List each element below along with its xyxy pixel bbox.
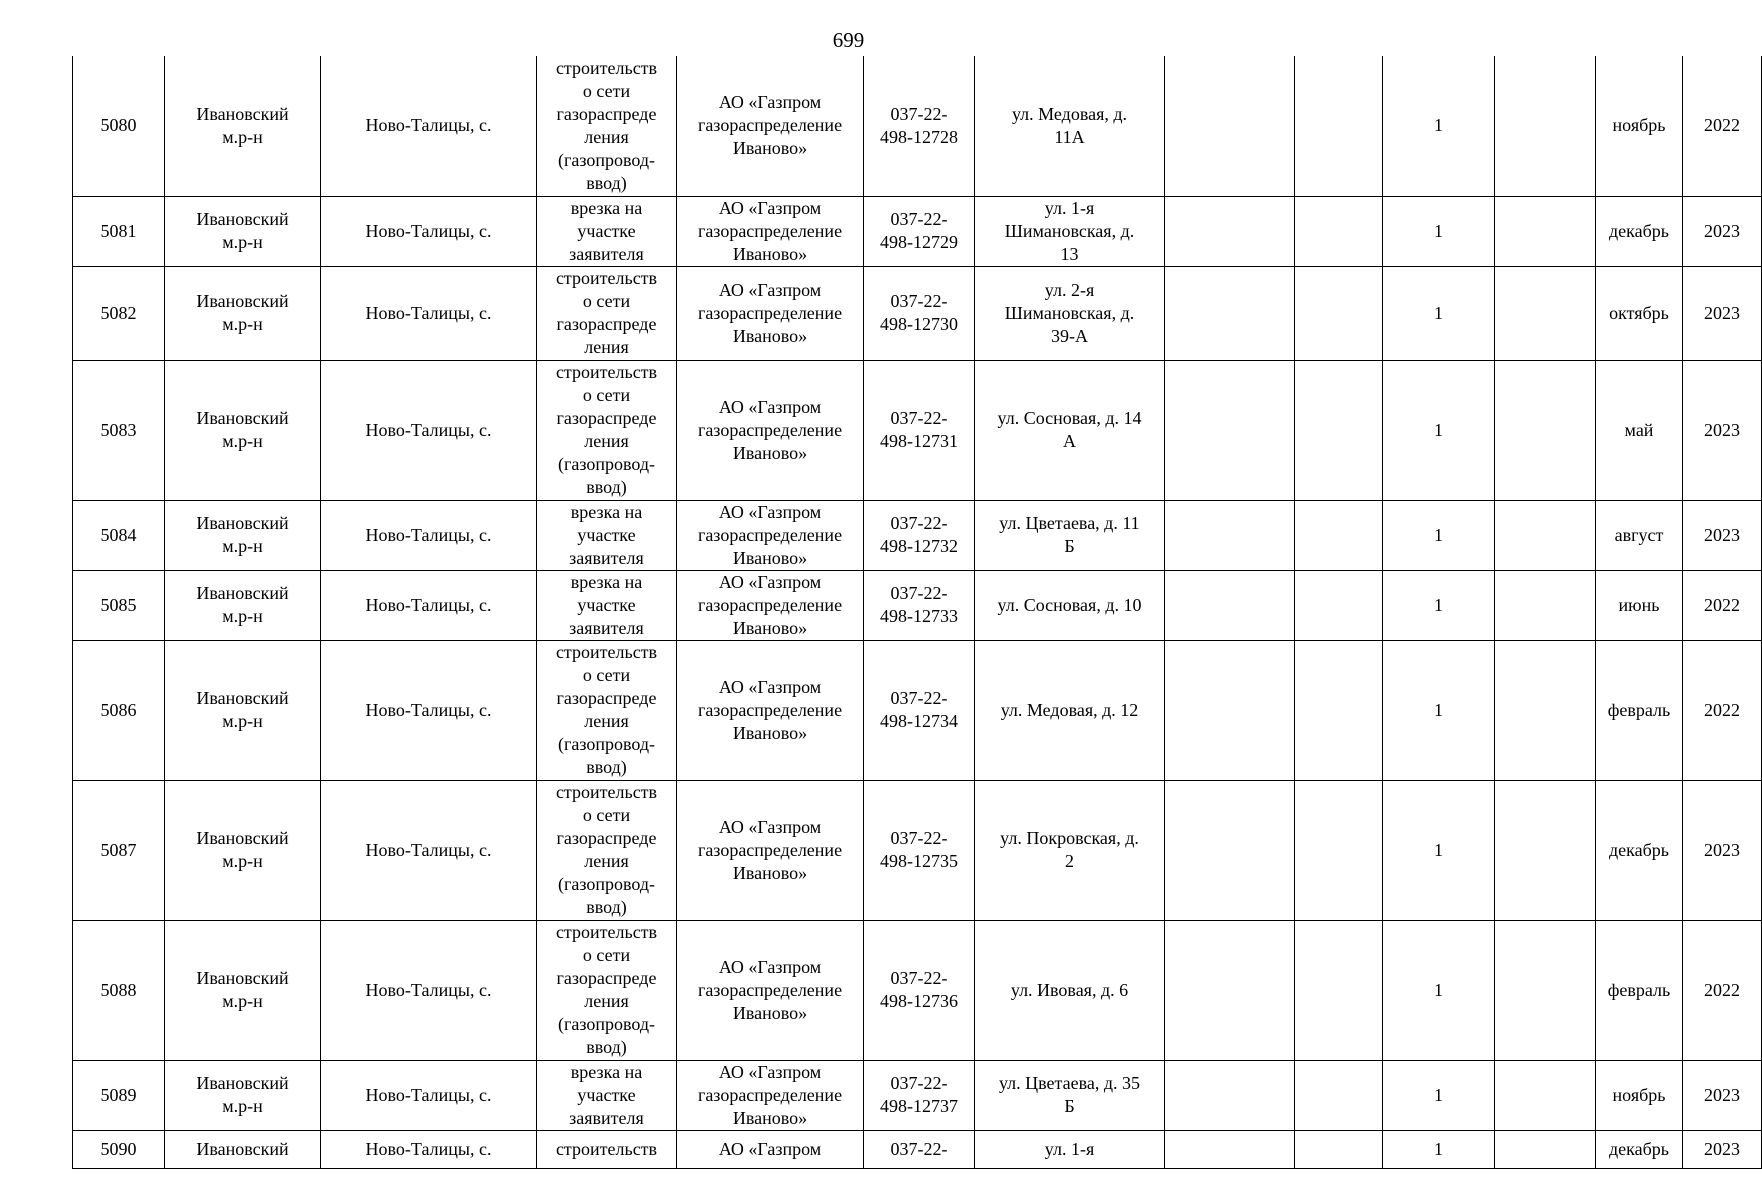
cell-year: 2023 <box>1683 1130 1762 1168</box>
cell-settlement: Ново-Талицы, с. <box>321 1130 537 1168</box>
cell-year: 2023 <box>1683 266 1762 360</box>
cell-empty-9 <box>1295 56 1383 196</box>
cell-organization: АО «Газпром газораспределение Иваново» <box>677 56 864 196</box>
cell-application-code: 037-22- 498-12730 <box>864 266 975 360</box>
cell-organization: АО «Газпром газораспределение Иваново» <box>677 1060 864 1130</box>
cell-empty-9 <box>1295 640 1383 780</box>
cell-quantity: 1 <box>1383 500 1495 570</box>
cell-address: ул. Цветаева, д. 35 Б <box>975 1060 1165 1130</box>
cell-district: Ивановский м.р-н <box>165 1060 321 1130</box>
table-row <box>73 56 1762 196</box>
cell-empty-9 <box>1295 196 1383 266</box>
cell-number: 5088 <box>73 920 165 1060</box>
page-number: 699 <box>832 28 865 52</box>
cell-address: ул. Покровская, д. 2 <box>975 780 1165 920</box>
cell-empty-9 <box>1295 1130 1383 1168</box>
cell-address: ул. Медовая, д. 11А <box>975 56 1165 196</box>
cell-empty-8 <box>1165 570 1295 640</box>
cell-work-type: врезка на участке заявителя <box>537 570 677 640</box>
cell-quantity: 1 <box>1383 266 1495 360</box>
cell-number: 5089 <box>73 1060 165 1130</box>
cell-application-code: 037-22- 498-12732 <box>864 500 975 570</box>
table-body <box>73 56 1762 1168</box>
table-row <box>73 780 1762 920</box>
cell-address: ул. 2-я Шимановская, д. 39-А <box>975 266 1165 360</box>
cell-district: Ивановский м.р-н <box>165 56 321 196</box>
cell-district: Ивановский м.р-н <box>165 920 321 1060</box>
cell-empty-8 <box>1165 266 1295 360</box>
cell-month: ноябрь <box>1596 1060 1683 1130</box>
cell-address: ул. 1-я <box>975 1130 1165 1168</box>
cell-empty-11 <box>1495 640 1596 780</box>
cell-work-type: строительств о сети газораспреде ления (газопровод- ввод) <box>537 920 677 1060</box>
cell-number: 5087 <box>73 780 165 920</box>
cell-number: 5082 <box>73 266 165 360</box>
cell-organization: АО «Газпром <box>677 1130 864 1168</box>
cell-year: 2023 <box>1683 1060 1762 1130</box>
cell-address: ул. Сосновая, д. 10 <box>975 570 1165 640</box>
cell-organization: АО «Газпром газораспределение Иваново» <box>677 920 864 1060</box>
cell-district: Ивановский м.р-н <box>165 266 321 360</box>
cell-district: Ивановский м.р-н <box>165 500 321 570</box>
cell-year: 2022 <box>1683 920 1762 1060</box>
cell-settlement: Ново-Талицы, с. <box>321 1060 537 1130</box>
cell-number: 5086 <box>73 640 165 780</box>
cell-application-code: 037-22- 498-12736 <box>864 920 975 1060</box>
cell-address: ул. Медовая, д. 12 <box>975 640 1165 780</box>
cell-empty-9 <box>1295 780 1383 920</box>
cell-empty-8 <box>1165 1130 1295 1168</box>
registry-table <box>72 56 1762 1169</box>
cell-quantity: 1 <box>1383 56 1495 196</box>
cell-empty-11 <box>1495 920 1596 1060</box>
cell-address: ул. Цветаева, д. 11 Б <box>975 500 1165 570</box>
cell-empty-9 <box>1295 500 1383 570</box>
cell-month: декабрь <box>1596 196 1683 266</box>
cell-settlement: Ново-Талицы, с. <box>321 500 537 570</box>
cell-month: июнь <box>1596 570 1683 640</box>
cell-number: 5085 <box>73 570 165 640</box>
cell-quantity: 1 <box>1383 196 1495 266</box>
table-row <box>73 1130 1762 1168</box>
cell-empty-8 <box>1165 780 1295 920</box>
cell-month: октябрь <box>1596 266 1683 360</box>
cell-empty-9 <box>1295 570 1383 640</box>
table-row <box>73 920 1762 1060</box>
cell-application-code: 037-22- 498-12729 <box>864 196 975 266</box>
cell-organization: АО «Газпром газораспределение Иваново» <box>677 360 864 500</box>
cell-quantity: 1 <box>1383 570 1495 640</box>
cell-district: Ивановский <box>165 1130 321 1168</box>
cell-organization: АО «Газпром газораспределение Иваново» <box>677 570 864 640</box>
cell-empty-8 <box>1165 500 1295 570</box>
cell-empty-11 <box>1495 360 1596 500</box>
cell-empty-9 <box>1295 1060 1383 1130</box>
cell-month: ноябрь <box>1596 56 1683 196</box>
cell-empty-8 <box>1165 360 1295 500</box>
table-row <box>73 266 1762 360</box>
cell-application-code: 037-22- 498-12737 <box>864 1060 975 1130</box>
cell-application-code: 037-22- <box>864 1130 975 1168</box>
table-row <box>73 360 1762 500</box>
cell-application-code: 037-22- 498-12735 <box>864 780 975 920</box>
cell-quantity: 1 <box>1383 640 1495 780</box>
cell-quantity: 1 <box>1383 1060 1495 1130</box>
cell-work-type: строительств <box>537 1130 677 1168</box>
cell-district: Ивановский м.р-н <box>165 570 321 640</box>
cell-quantity: 1 <box>1383 1130 1495 1168</box>
cell-application-code: 037-22- 498-12733 <box>864 570 975 640</box>
cell-year: 2023 <box>1683 196 1762 266</box>
cell-month: февраль <box>1596 640 1683 780</box>
cell-number: 5080 <box>73 56 165 196</box>
cell-year: 2022 <box>1683 56 1762 196</box>
cell-district: Ивановский м.р-н <box>165 780 321 920</box>
cell-empty-11 <box>1495 56 1596 196</box>
cell-settlement: Ново-Талицы, с. <box>321 920 537 1060</box>
cell-year: 2022 <box>1683 640 1762 780</box>
cell-work-type: строительств о сети газораспреде ления <box>537 266 677 360</box>
cell-settlement: Ново-Талицы, с. <box>321 56 537 196</box>
cell-number: 5090 <box>73 1130 165 1168</box>
cell-work-type: строительств о сети газораспреде ления (газопровод- ввод) <box>537 360 677 500</box>
cell-number: 5084 <box>73 500 165 570</box>
cell-organization: АО «Газпром газораспределение Иваново» <box>677 266 864 360</box>
cell-year: 2023 <box>1683 780 1762 920</box>
cell-month: август <box>1596 500 1683 570</box>
cell-empty-9 <box>1295 266 1383 360</box>
cell-organization: АО «Газпром газораспределение Иваново» <box>677 640 864 780</box>
cell-quantity: 1 <box>1383 920 1495 1060</box>
cell-empty-11 <box>1495 570 1596 640</box>
cell-settlement: Ново-Талицы, с. <box>321 196 537 266</box>
cell-address: ул. Сосновая, д. 14 А <box>975 360 1165 500</box>
table-row <box>73 1060 1762 1130</box>
cell-work-type: врезка на участке заявителя <box>537 196 677 266</box>
cell-address: ул. 1-я Шимановская, д. 13 <box>975 196 1165 266</box>
cell-work-type: строительств о сети газораспреде ления (газопровод- ввод) <box>537 780 677 920</box>
cell-year: 2023 <box>1683 500 1762 570</box>
cell-empty-11 <box>1495 1060 1596 1130</box>
cell-organization: АО «Газпром газораспределение Иваново» <box>677 500 864 570</box>
cell-quantity: 1 <box>1383 780 1495 920</box>
cell-organization: АО «Газпром газораспределение Иваново» <box>677 196 864 266</box>
cell-application-code: 037-22- 498-12731 <box>864 360 975 500</box>
cell-month: май <box>1596 360 1683 500</box>
table-row <box>73 500 1762 570</box>
cell-empty-8 <box>1165 640 1295 780</box>
cell-empty-8 <box>1165 1060 1295 1130</box>
cell-empty-8 <box>1165 196 1295 266</box>
cell-work-type: врезка на участке заявителя <box>537 1060 677 1130</box>
cell-settlement: Ново-Талицы, с. <box>321 360 537 500</box>
cell-empty-11 <box>1495 266 1596 360</box>
cell-year: 2023 <box>1683 360 1762 500</box>
table-row <box>73 196 1762 266</box>
cell-settlement: Ново-Талицы, с. <box>321 570 537 640</box>
cell-month: февраль <box>1596 920 1683 1060</box>
cell-empty-11 <box>1495 1130 1596 1168</box>
cell-number: 5081 <box>73 196 165 266</box>
cell-settlement: Ново-Талицы, с. <box>321 266 537 360</box>
cell-work-type: строительств о сети газораспреде ления (газопровод- ввод) <box>537 56 677 196</box>
cell-district: Ивановский м.р-н <box>165 640 321 780</box>
cell-number: 5083 <box>73 360 165 500</box>
cell-empty-9 <box>1295 360 1383 500</box>
cell-settlement: Ново-Талицы, с. <box>321 640 537 780</box>
cell-empty-11 <box>1495 780 1596 920</box>
cell-application-code: 037-22- 498-12734 <box>864 640 975 780</box>
cell-empty-8 <box>1165 920 1295 1060</box>
table-row <box>73 570 1762 640</box>
cell-organization: АО «Газпром газораспределение Иваново» <box>677 780 864 920</box>
cell-work-type: врезка на участке заявителя <box>537 500 677 570</box>
cell-work-type: строительств о сети газораспреде ления (газопровод- ввод) <box>537 640 677 780</box>
cell-address: ул. Ивовая, д. 6 <box>975 920 1165 1060</box>
cell-application-code: 037-22- 498-12728 <box>864 56 975 196</box>
cell-empty-11 <box>1495 500 1596 570</box>
cell-settlement: Ново-Талицы, с. <box>321 780 537 920</box>
cell-district: Ивановский м.р-н <box>165 196 321 266</box>
table-row <box>73 640 1762 780</box>
cell-month: декабрь <box>1596 780 1683 920</box>
cell-month: декабрь <box>1596 1130 1683 1168</box>
cell-empty-11 <box>1495 196 1596 266</box>
cell-district: Ивановский м.р-н <box>165 360 321 500</box>
cell-empty-8 <box>1165 56 1295 196</box>
cell-year: 2022 <box>1683 570 1762 640</box>
cell-empty-9 <box>1295 920 1383 1060</box>
cell-quantity: 1 <box>1383 360 1495 500</box>
